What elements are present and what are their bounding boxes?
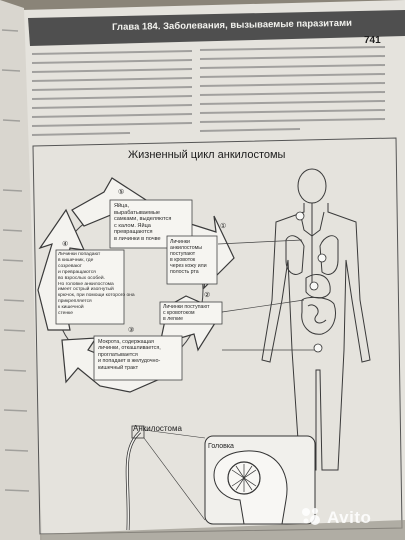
step-5-number: ⑤ [118, 189, 125, 196]
step-2-number: ② [204, 292, 211, 299]
step-3-label: Мокрота, содержащая личинки, откашливается, проглатывается и попадает в желудочно- кишечный тракт [98, 339, 161, 371]
chapter-title: Глава 184. Заболевания, вызываемые паразитами [111, 17, 352, 33]
step-1-label: Личинки анкилостомы поступают в кровоток через кожу или полость рта [170, 239, 207, 275]
step-2-label: Личинки поступают с кровотоком в легкие [163, 304, 210, 322]
avito-logo-icon [300, 505, 322, 527]
step-3-number: ③ [128, 327, 135, 334]
head-label: Головка [208, 443, 234, 450]
page-number: 741 [364, 35, 381, 46]
step-4-number: ④ [62, 241, 69, 248]
avito-watermark: Avito [327, 508, 372, 527]
diagram-title: Жизненный цикл анкилостомы [128, 149, 286, 161]
step-1-number: ① [220, 223, 227, 230]
step-5-label: Яйца, вырабатываемые самками, выделяются с калом. Яйца превращаются в личинки в почве [114, 203, 172, 242]
step-4-label: Личинки попадают в кишечник, где созревают и превращаются во взрослых особей. Но головке анкилостома имеет острый изогнутый крючок, при помощи которого она прикрепляется к кишечной стенке [58, 252, 135, 317]
hookworm-label: Анкилостома [133, 424, 182, 433]
